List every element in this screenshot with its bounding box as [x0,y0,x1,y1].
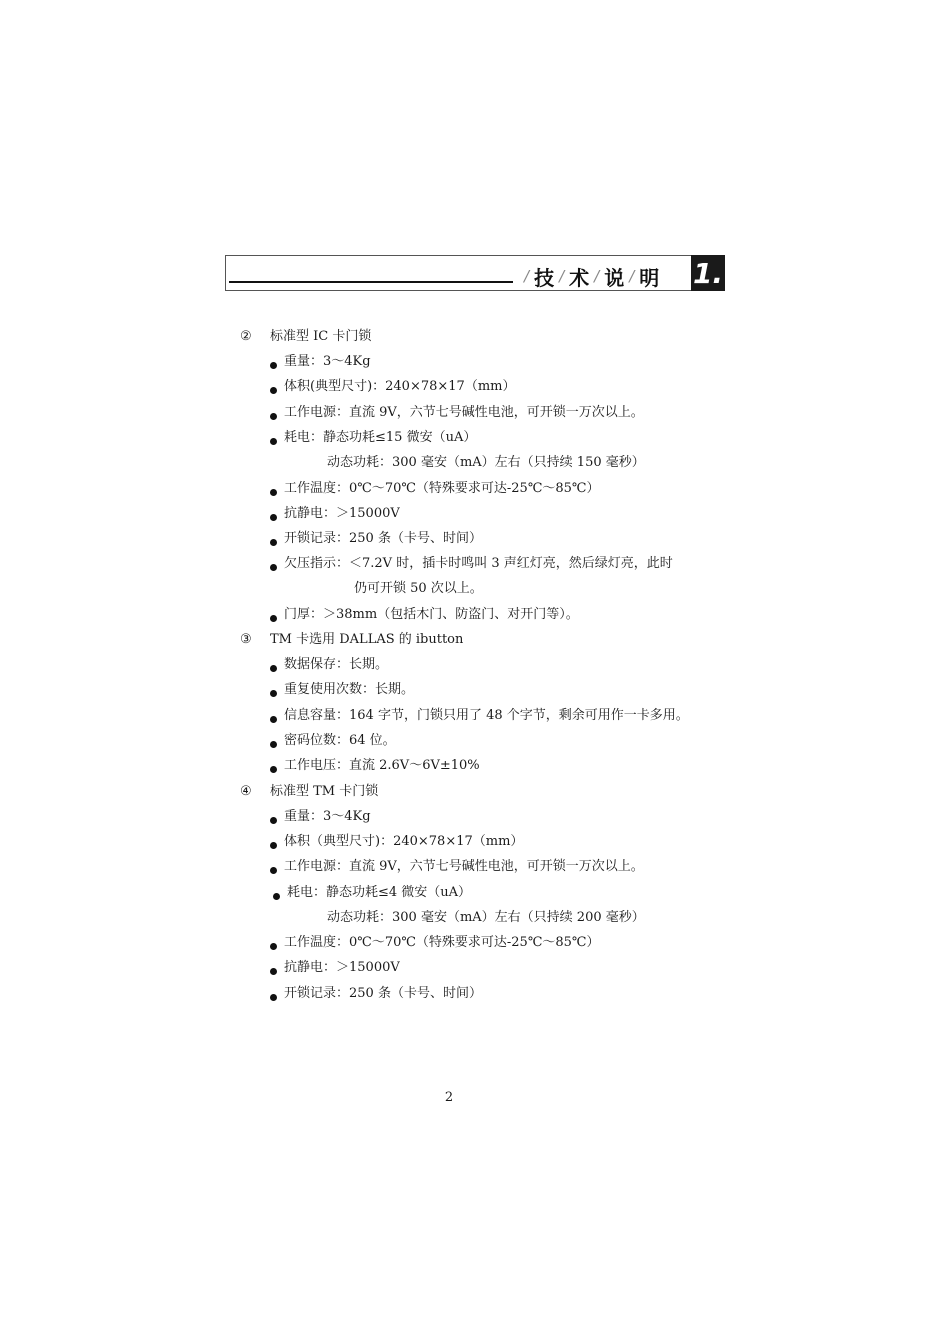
header-title: / 技 / 术 / 说 / 明 [519,264,659,288]
list-item: 抗静电：＞15000V [270,958,400,978]
list-item: 体积（典型尺寸)：240×78×17（mm） [270,832,523,852]
bullet-icon [270,438,277,445]
list-item: 耗电：静态功耗≤4 微安（uA） [273,883,471,903]
bullet-icon [270,564,277,571]
bullet-icon [270,842,277,849]
list-item: 工作电源：直流 9V，六节七号碱性电池，可开锁一万次以上。 [270,403,644,423]
list-item: 密码位数：64 位。 [270,731,396,751]
list-item: 开锁记录：250 条（卡号、时间） [270,984,482,1004]
bullet-icon [270,867,277,874]
list-item-continuation: 仍可开锁 50 次以上。 [354,581,483,596]
section-number: ③ [240,632,252,647]
page-header [225,255,725,292]
list-item: 数据保存：长期。 [270,655,388,675]
bullet-icon [270,690,277,697]
header-thick-rule [229,281,513,283]
section-heading [240,782,378,802]
page-number: 2 [444,1090,454,1105]
bullet-icon [270,766,277,773]
bullet-icon [270,615,277,622]
list-item: 工作电压：直流 2.6V～6V±10% [270,756,480,776]
header-top-rule [225,255,691,256]
header-char: 说 [604,265,625,290]
bullet-icon [270,514,277,521]
bullet-icon [270,362,277,369]
section-title: TM 卡选用 DALLAS 的 ibutton [270,632,464,647]
list-item: 重复使用次数：长期。 [270,680,414,700]
section-heading [240,327,371,347]
bullet-icon [270,413,277,420]
bullet-icon [270,994,277,1001]
header-char: 技 [534,265,555,290]
list-item: 重量：3～4Kg [270,807,371,827]
list-item: 工作电源：直流 9V，六节七号碱性电池，可开锁一万次以上。 [270,857,644,877]
list-item: 信息容量：164 字节，门锁只用了 48 个字节，剩余可用作一卡多用。 [270,706,689,726]
list-item: 耗电：静态功耗≤15 微安（uA） [270,428,476,448]
list-item: 工作温度：0℃～70℃（特殊要求可达-25℃～85℃） [270,479,599,499]
list-item: 门厚：＞38mm（包括木门、防盗门、对开门等）。 [270,605,579,625]
chapter-number: 1. [692,256,724,290]
header-char: 术 [569,265,590,290]
list-item: 重量：3～4Kg [270,352,371,372]
section-title: 标准型 TM 卡门锁 [270,784,379,799]
bullet-icon [270,489,277,496]
bullet-icon [270,665,277,672]
list-item-continuation: 动态功耗：300 毫安（mA）左右（只持续 200 毫秒） [327,910,645,925]
list-item: 欠压指示：＜7.2V 时，插卡时鸣叫 3 声红灯亮，然后绿灯亮，此时 [270,554,673,574]
bullet-icon [270,741,277,748]
bullet-icon [270,943,277,950]
list-item: 工作温度：0℃～70℃（特殊要求可达-25℃～85℃） [270,933,599,953]
bullet-icon [270,817,277,824]
bullet-icon [270,968,277,975]
list-item: 开锁记录：250 条（卡号、时间） [270,529,482,549]
list-item-continuation: 动态功耗：300 毫安（mA）左右（只持续 150 毫秒） [327,455,645,470]
bullet-icon [270,539,277,546]
bullet-icon [270,387,277,394]
section-number: ④ [240,784,252,799]
bullet-icon [270,716,277,723]
bullet-icon [273,893,280,900]
section-title: 标准型 IC 卡门锁 [270,329,372,344]
chapter-number-badge [691,255,725,291]
section-heading [240,630,463,650]
list-item: 抗静电：＞15000V [270,504,400,524]
header-char: 明 [639,265,660,290]
header-frame-left [225,255,226,291]
list-item: 体积(典型尺寸)：240×78×17（mm） [270,377,515,397]
section-number: ② [240,329,252,344]
